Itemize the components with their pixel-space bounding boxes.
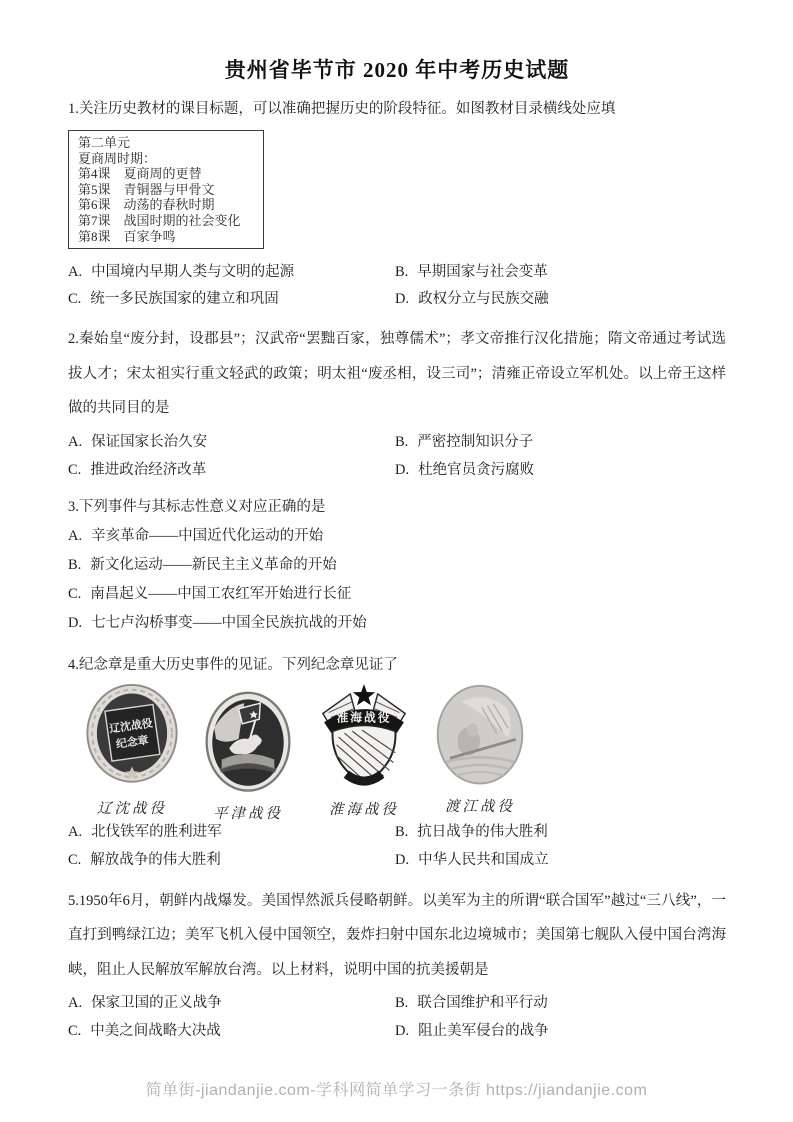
option-c: C. 推进政治经济改革: [68, 461, 207, 478]
option-d: D. 杜绝官员贪污腐败: [395, 461, 535, 478]
medal-caption: 渡江战役: [445, 798, 515, 815]
medal-banner-text: 淮海战役: [336, 710, 392, 724]
toc-line: 第4课 夏商周的更替: [78, 166, 202, 182]
question-3-options: [68, 522, 726, 638]
question-5: [68, 884, 726, 1046]
medal-liaoshen: [78, 683, 186, 818]
question-1-options: [68, 259, 726, 312]
question-4: [68, 654, 726, 874]
dujiang-medal-image: [433, 683, 527, 793]
question-3: [68, 496, 726, 638]
option-c: C. 统一多民族国家的建立和巩固: [68, 290, 279, 307]
medal-caption: 淮海战役: [329, 801, 399, 818]
question-2: [68, 322, 726, 484]
page-title: 贵州省毕节市 2020 年中考历史试题: [224, 58, 570, 82]
option-b: B. 早期国家与社会变革: [395, 264, 548, 281]
liaoshen-medal-image: [84, 683, 180, 795]
option-c: C. 中美之间战略大决战: [68, 1023, 221, 1040]
toc-line: 第7课 战国时期的社会变化: [78, 212, 241, 228]
medal-caption: 平津战役: [213, 805, 283, 822]
question-2-stem: 2.秦始皇“废分封，设郡县”；汉武帝“罢黜百家，独尊儒术”；孝文帝推行汉化措施；隋文帝通过考试选拔人才；宋太祖实行重文轻武的政策；明太祖“废丞相，设三司”；清雍正帝设立军机处。以上帝王这样做的共同目的是: [68, 331, 726, 417]
medal-dujiang: [426, 683, 534, 816]
option-a: A. 保家卫国的正义战争: [68, 995, 222, 1012]
option-b: B. 抗日战争的伟大胜利: [395, 823, 548, 840]
question-5-stem: 5.1950年6月，朝鲜内战爆发。美国悍然派兵侵略朝鲜。以美军为主的所谓“联合国军”越过“三八线”，一直打到鸭绿江边；美军飞机入侵中国领空，轰炸扫射中国东北边境城市；美国第七舰队入侵中国台湾海峡，阻止人民解放军解放台湾。以上材料，说明中国的抗美援朝是: [68, 892, 726, 978]
medal-plaque-text: 纪念章: [115, 734, 150, 751]
question-4-stem: 4.纪念章是重大历史事件的见证。下列纪念章见证了: [68, 656, 398, 673]
option-d: D. 中华人民共和国成立: [395, 851, 549, 868]
toc-line: 第二单元: [78, 135, 131, 150]
toc-line: 第6课 动荡的春秋时期: [78, 197, 215, 213]
option-a: A. 中国境内早期人类与文明的起源: [68, 264, 295, 281]
option-c: C. 南昌起义——中国工农红军开始进行长征: [68, 585, 352, 602]
option-d: D. 七七卢沟桥事变——中国全民族抗战的开始: [68, 614, 367, 631]
huaihai-medal-image: [315, 680, 413, 796]
commemorative-medals: [68, 680, 726, 822]
medal-huaihai: [310, 680, 418, 819]
toc-line: 第5课 青铜器与甲骨文: [78, 181, 215, 197]
option-d: D. 阻止美军侵台的战争: [395, 1023, 549, 1040]
question-1-stem: 1.关注历史教材的课目标题，可以准确把握历史的阶段特征。如图教材目录横线处应填: [68, 101, 616, 117]
option-b: B. 联合国维护和平行动: [395, 995, 548, 1012]
question-4-options: [68, 818, 726, 874]
question-5-options: [68, 989, 726, 1045]
toc-line: 夏商周时期：: [78, 150, 157, 166]
textbook-toc-box: [68, 130, 264, 249]
medal-pingjin: [194, 690, 302, 823]
watermark-footer: 简单街-jiandanjie.com-学科网简单学习一条街 https://jiandanjie.com: [145, 1082, 648, 1099]
option-b: B. 严密控制知识分子: [395, 433, 534, 450]
option-a: A. 保证国家长治久安: [68, 433, 208, 450]
option-d: D. 政权分立与民族交融: [395, 290, 549, 307]
option-a: A. 辛亥革命——中国近代化运动的开始: [68, 527, 324, 544]
medal-caption: 辽沈战役: [97, 800, 167, 817]
medal-plaque-text: 辽沈战役: [108, 717, 154, 736]
question-2-options: [68, 428, 726, 484]
question-3-stem: 3.下列事件与其标志性意义对应正确的是: [68, 498, 326, 515]
toc-line: 第8课 百家争鸣: [78, 228, 176, 244]
option-b: B. 新文化运动——新民主主义革命的开始: [68, 556, 337, 573]
pingjin-medal-image: [201, 690, 295, 800]
option-a: A. 北伐铁军的胜利进军: [68, 823, 222, 840]
option-c: C. 解放战争的伟大胜利: [68, 851, 221, 868]
question-1: [68, 98, 726, 312]
